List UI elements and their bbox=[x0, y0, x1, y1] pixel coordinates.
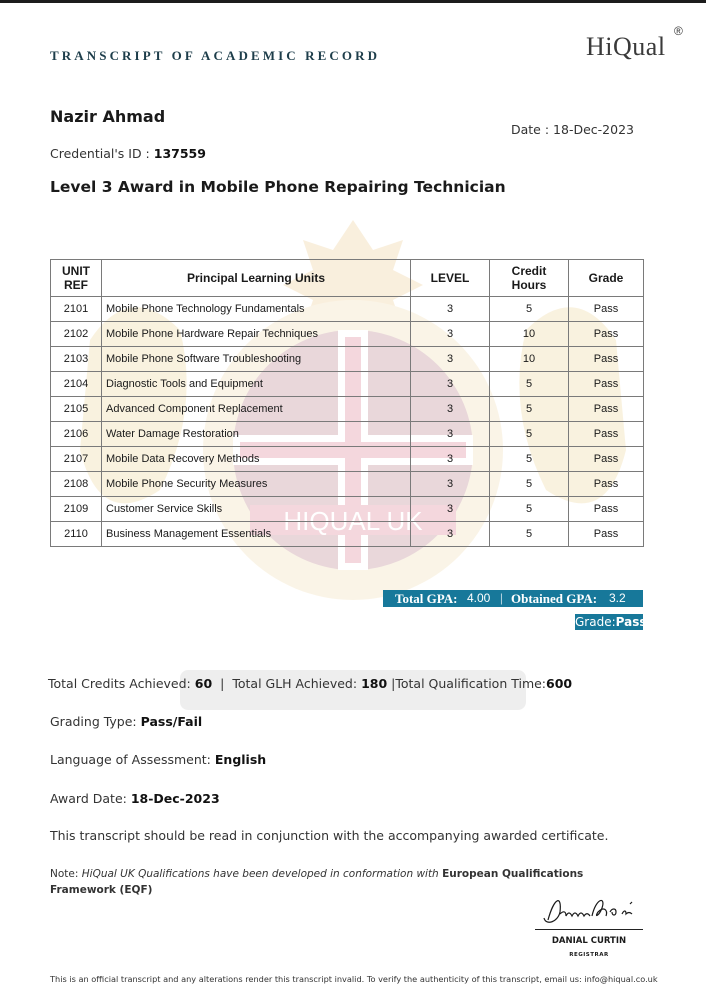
totals-separator: | bbox=[391, 676, 396, 691]
grading-type-value: Pass/Fail bbox=[140, 714, 203, 729]
eqf-note bbox=[50, 866, 610, 898]
language-value: English bbox=[214, 752, 267, 767]
grading-type bbox=[50, 714, 202, 729]
award-date-value: 18-Dec-2023 bbox=[130, 791, 220, 806]
unit-grade: Pass bbox=[569, 447, 644, 472]
unit-ref: 2103 bbox=[51, 347, 102, 372]
unit-credits: 5 bbox=[490, 447, 569, 472]
unit-ref: 2101 bbox=[51, 297, 102, 322]
unit-level: 3 bbox=[411, 447, 490, 472]
qualification-time-label: Total Qualification Time: bbox=[395, 676, 547, 691]
header-credit-hours: Credit Hours bbox=[490, 260, 569, 297]
unit-credits: 5 bbox=[490, 372, 569, 397]
signer-role: REGISTRAR bbox=[569, 952, 609, 958]
unit-ref: 2108 bbox=[51, 472, 102, 497]
unit-level: 3 bbox=[411, 322, 490, 347]
unit-grade: Pass bbox=[569, 522, 644, 547]
table-row bbox=[51, 497, 644, 522]
unit-grade: Pass bbox=[569, 397, 644, 422]
unit-name: Mobile Phone Hardware Repair Techniques bbox=[102, 322, 411, 347]
award-date-label: Award Date: bbox=[50, 791, 127, 806]
unit-ref: 2110 bbox=[51, 522, 102, 547]
unit-credits: 5 bbox=[490, 422, 569, 447]
unit-grade: Pass bbox=[569, 497, 644, 522]
unit-name: Customer Service Skills bbox=[102, 497, 411, 522]
note-prefix: Note: bbox=[50, 868, 79, 880]
header-grade: Grade bbox=[569, 260, 644, 297]
registered-mark: ® bbox=[674, 24, 683, 38]
unit-level: 3 bbox=[411, 522, 490, 547]
unit-credits: 10 bbox=[490, 322, 569, 347]
credential-id bbox=[50, 146, 206, 161]
total-gpa-value: 4.00 bbox=[467, 591, 491, 605]
unit-ref: 2109 bbox=[51, 497, 102, 522]
unit-name: Advanced Component Replacement bbox=[102, 397, 411, 422]
signature-line bbox=[535, 929, 643, 930]
glh-value: 180 bbox=[361, 676, 388, 691]
student-name: Nazir Ahmad bbox=[50, 107, 166, 126]
table-row bbox=[51, 372, 644, 397]
unit-credits: 5 bbox=[490, 297, 569, 322]
gpa-separator: | bbox=[500, 590, 503, 605]
note-italic-text: HiQual UK Qualifications have been developed in conformation with bbox=[81, 868, 439, 880]
obtained-gpa-label: Obtained GPA: bbox=[511, 591, 598, 606]
unit-name: Mobile Phone Technology Fundamentals bbox=[102, 297, 411, 322]
grading-type-label: Grading Type: bbox=[50, 714, 137, 729]
unit-credits: 5 bbox=[490, 522, 569, 547]
unit-grade: Pass bbox=[569, 422, 644, 447]
unit-name: Diagnostic Tools and Equipment bbox=[102, 372, 411, 397]
unit-ref: 2106 bbox=[51, 422, 102, 447]
obtained-gpa-value: 3.2 bbox=[609, 591, 626, 605]
header-level: LEVEL bbox=[411, 260, 490, 297]
table-row bbox=[51, 322, 644, 347]
credential-value: 137559 bbox=[153, 146, 206, 161]
signer-name: DANIAL CURTIN bbox=[551, 936, 627, 946]
unit-level: 3 bbox=[411, 397, 490, 422]
unit-ref: 2107 bbox=[51, 447, 102, 472]
table-row bbox=[51, 447, 644, 472]
registrar-signature-icon bbox=[540, 892, 644, 926]
unit-credits: 5 bbox=[490, 397, 569, 422]
unit-ref: 2104 bbox=[51, 372, 102, 397]
header-unit-ref: UNIT REF bbox=[51, 260, 102, 297]
issue-date bbox=[511, 122, 634, 137]
qualification-time-value: 600 bbox=[546, 676, 573, 691]
assessment-language bbox=[50, 752, 266, 767]
table-header-row bbox=[51, 260, 644, 297]
unit-level: 3 bbox=[411, 497, 490, 522]
table-row bbox=[51, 422, 644, 447]
unit-level: 3 bbox=[411, 422, 490, 447]
unit-ref: 2105 bbox=[51, 397, 102, 422]
grade-label: Grade: bbox=[575, 615, 616, 629]
credits-value: 60 bbox=[194, 676, 213, 691]
language-label: Language of Assessment: bbox=[50, 752, 211, 767]
date-label: Date : bbox=[511, 122, 550, 137]
unit-name: Mobile Phone Security Measures bbox=[102, 472, 411, 497]
unit-name: Mobile Phone Software Troubleshooting bbox=[102, 347, 411, 372]
table-row bbox=[51, 397, 644, 422]
unit-level: 3 bbox=[411, 347, 490, 372]
unit-name: Mobile Data Recovery Methods bbox=[102, 447, 411, 472]
unit-credits: 10 bbox=[490, 347, 569, 372]
grade-value: Pass bbox=[615, 615, 647, 629]
header-learning-units: Principal Learning Units bbox=[102, 260, 411, 297]
unit-name: Water Damage Restoration bbox=[102, 422, 411, 447]
totals-separator: | bbox=[220, 676, 225, 691]
final-grade-badge bbox=[575, 614, 647, 630]
credential-label: Credential's ID : bbox=[50, 146, 150, 161]
unit-grade: Pass bbox=[569, 372, 644, 397]
logo-text: HiQual bbox=[586, 32, 666, 61]
note-framework: European Qualifications Framework (EQF) bbox=[50, 868, 584, 896]
award-date bbox=[50, 791, 220, 806]
unit-credits: 5 bbox=[490, 497, 569, 522]
date-value: 18-Dec-2023 bbox=[553, 122, 634, 137]
unit-credits: 5 bbox=[490, 472, 569, 497]
conjunction-statement: This transcript should be read in conjunction with the accompanying awarded certificate. bbox=[50, 828, 609, 843]
hiqual-logo bbox=[586, 24, 690, 68]
document-title: TRANSCRIPT OF ACADEMIC RECORD bbox=[50, 48, 381, 63]
credits-label: Total Credits Achieved: bbox=[48, 676, 191, 691]
unit-level: 3 bbox=[411, 297, 490, 322]
gpa-summary-bar bbox=[383, 590, 643, 607]
total-gpa-label: Total GPA: bbox=[395, 591, 458, 606]
table-row bbox=[51, 347, 644, 372]
learning-units-table bbox=[50, 259, 644, 547]
unit-grade: Pass bbox=[569, 297, 644, 322]
unit-name: Business Management Essentials bbox=[102, 522, 411, 547]
top-border-line bbox=[0, 0, 706, 3]
totals-line bbox=[48, 676, 572, 691]
unit-grade: Pass bbox=[569, 322, 644, 347]
table-row bbox=[51, 522, 644, 547]
course-title: Level 3 Award in Mobile Phone Repairing Technician bbox=[50, 178, 506, 196]
table-row bbox=[51, 472, 644, 497]
footer-disclaimer: This is an official transcript and any alterations render this transcript invalid. To verify the authenticity of this transcript, email us: info@hiqual.co.uk bbox=[50, 974, 658, 984]
unit-level: 3 bbox=[411, 372, 490, 397]
unit-grade: Pass bbox=[569, 472, 644, 497]
unit-grade: Pass bbox=[569, 347, 644, 372]
watermark-text: HIQUAL UK bbox=[283, 506, 423, 536]
table-row bbox=[51, 297, 644, 322]
glh-label: Total GLH Achieved: bbox=[232, 676, 358, 691]
unit-level: 3 bbox=[411, 472, 490, 497]
unit-ref: 2102 bbox=[51, 322, 102, 347]
